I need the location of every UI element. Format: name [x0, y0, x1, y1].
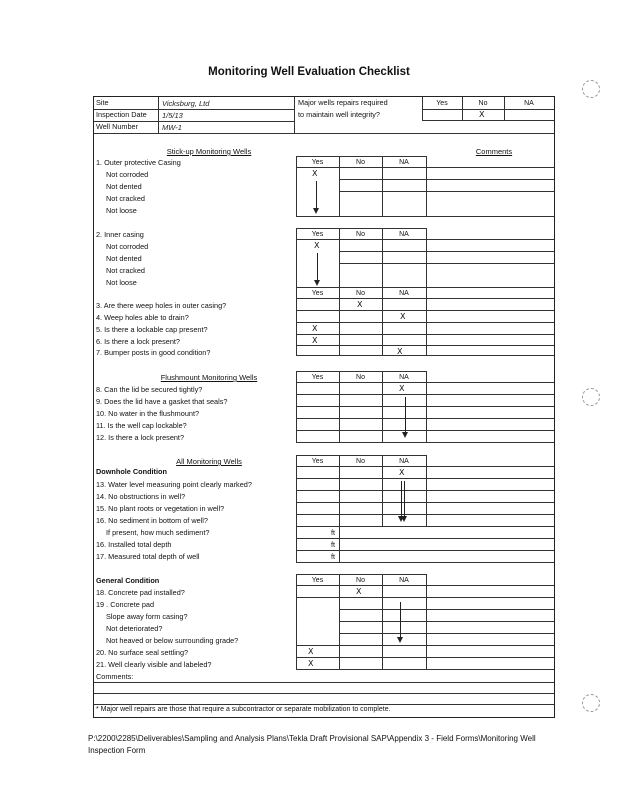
check-mark: X — [399, 384, 405, 393]
continue-arrow — [401, 481, 402, 517]
check-mark: X — [308, 647, 314, 656]
continue-arrow — [405, 397, 406, 433]
col-yes: Yes — [311, 577, 324, 584]
q14-label: 14. No obstructions in well? — [96, 492, 186, 501]
check-mark: X — [356, 587, 362, 596]
col-na: NA — [399, 231, 409, 238]
general-condition-heading: General Condition — [96, 576, 160, 585]
check-mark: X — [400, 312, 406, 321]
q19-item: Slope away form casing? — [106, 612, 188, 621]
check-mark: X — [357, 300, 363, 309]
col-yes: Yes — [311, 159, 324, 166]
col-no: No — [478, 100, 488, 107]
col-no: No — [356, 231, 365, 238]
checklist-form — [93, 96, 555, 718]
site-value: Vicksburg, Ltd — [162, 99, 210, 108]
major-repairs-question: Major wells repairs required — [298, 98, 388, 107]
punch-hole — [582, 388, 600, 406]
comments-heading: Comments — [475, 147, 513, 156]
all-wells-heading: All Monitoring Wells — [176, 457, 242, 466]
site-label: Site — [96, 98, 109, 107]
unit-ft: ft — [331, 540, 336, 549]
q19-label: 19 . Concrete pad — [96, 600, 155, 609]
major-repairs-question-2: to maintain well integrity? — [298, 110, 380, 119]
q11-label: 11. Is the well cap lockable? — [96, 421, 187, 430]
stickup-heading: Stick-up Monitoring Wells — [166, 147, 252, 156]
inspection-date-value: 1/5/13 — [162, 111, 183, 120]
installed-depth-label: 16. Installed total depth — [96, 540, 172, 549]
col-no: No — [356, 290, 365, 297]
col-no: No — [356, 458, 365, 465]
q1-label: 1. Outer protective Casing — [96, 158, 181, 167]
q7-label: 7. Bumper posts in good condition? — [96, 348, 211, 357]
col-yes: Yes — [311, 458, 324, 465]
q3-label: 3. Are there weep holes in outer casing? — [96, 301, 227, 310]
check-mark: X — [399, 468, 405, 477]
q2-item: Not corroded — [106, 242, 149, 251]
well-number-value: MW-1 — [162, 123, 182, 132]
q21-label: 21. Well clearly visible and labeled? — [96, 660, 212, 669]
col-na: NA — [399, 577, 409, 584]
q19-item: Not heaved or below surrounding grade? — [106, 636, 239, 645]
check-mark: X — [397, 347, 403, 356]
q15-label: 15. No plant roots or vegetation in well? — [96, 504, 225, 513]
q2-item: Not loose — [106, 278, 137, 287]
q2-item: Not dented — [106, 254, 142, 263]
q6-label: 6. Is there a lock present? — [96, 337, 180, 346]
col-yes: Yes — [311, 290, 324, 297]
col-yes: Yes — [436, 100, 448, 107]
q2-label: 2. Inner casing — [96, 230, 144, 239]
q10-label: 10. No water in the flushmount? — [96, 409, 200, 418]
col-no: No — [356, 374, 365, 381]
q1-item: Not corroded — [106, 170, 149, 179]
page-title: Monitoring Well Evaluation Checklist — [208, 66, 410, 78]
check-mark: X — [312, 324, 318, 333]
check-mark: X — [312, 169, 318, 178]
check-mark: X — [312, 336, 318, 345]
q19-item: Not deteriorated? — [106, 624, 163, 633]
col-na: NA — [399, 159, 409, 166]
q12-label: 12. Is there a lock present? — [96, 433, 185, 442]
continue-arrow — [400, 602, 401, 638]
col-no: No — [356, 577, 365, 584]
q16-label: 16. No sediment in bottom of well? — [96, 516, 208, 525]
col-yes: Yes — [311, 374, 324, 381]
continue-arrow — [316, 181, 317, 209]
well-number-label: Well Number — [96, 122, 139, 131]
q9-label: 9. Does the lid have a gasket that seals? — [96, 397, 228, 406]
measured-depth-label: 17. Measured total depth of well — [96, 552, 200, 561]
punch-hole — [582, 80, 600, 98]
col-no: No — [356, 159, 365, 166]
col-na: NA — [399, 374, 409, 381]
continue-arrow — [404, 481, 405, 517]
continue-arrow — [317, 253, 318, 281]
q4-label: 4. Weep holes able to drain? — [96, 313, 189, 322]
col-na: NA — [399, 458, 409, 465]
major-repairs-answer: X — [479, 110, 485, 119]
q1-item: Not loose — [106, 206, 137, 215]
q5-label: 5. Is there a lockable cap present? — [96, 325, 208, 334]
check-mark: X — [314, 241, 320, 250]
q1-item: Not dented — [106, 182, 142, 191]
comments-label: Comments: — [96, 672, 134, 681]
q8-label: 8. Can the lid be secured tightly? — [96, 385, 203, 394]
inspection-date-label: Inspection Date — [96, 110, 147, 119]
sediment-amount-label: If present, how much sediment? — [106, 528, 210, 537]
col-yes: Yes — [311, 231, 324, 238]
col-na: NA — [524, 100, 534, 107]
check-mark: X — [308, 659, 314, 668]
col-na: NA — [399, 290, 409, 297]
punch-hole — [582, 694, 600, 712]
unit-ft: ft — [331, 528, 336, 537]
downhole-heading: Downhole Condition — [96, 467, 167, 476]
major-repairs-note: * Major well repairs are those that require a subcontractor or separate mobilization to complete. — [96, 706, 391, 713]
q20-label: 20. No surface seal settling? — [96, 648, 189, 657]
flushmount-heading: Flushmount Monitoring Wells — [160, 373, 258, 382]
q13-label: 13. Water level measuring point clearly marked? — [96, 480, 252, 489]
q2-item: Not cracked — [106, 266, 145, 275]
file-path-footer: P:\2200\2285\Deliverables\Sampling and Analysis Plans\Tekla Draft Provisional SAP\Appendix 3 - Field Forms\Monitoring Well Inspection Form — [88, 734, 536, 755]
q1-item: Not cracked — [106, 194, 145, 203]
unit-ft: ft — [331, 552, 336, 561]
q18-label: 18. Concrete pad installed? — [96, 588, 185, 597]
